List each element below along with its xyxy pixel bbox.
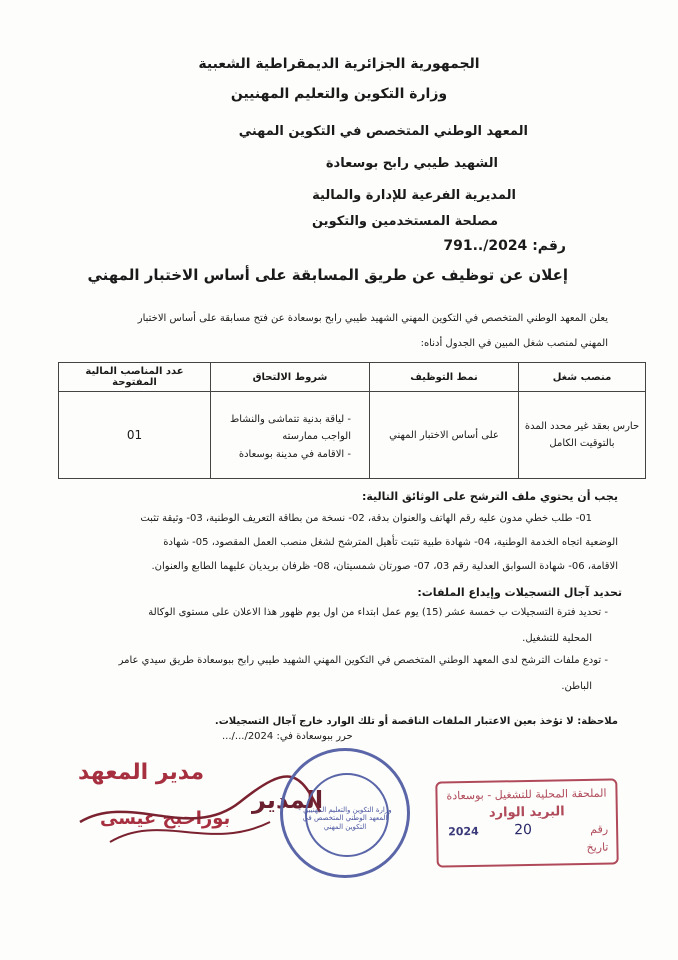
director-name: بوراحبح عيسى [100, 808, 231, 829]
header-mode: نمط التوظيف [370, 363, 519, 392]
deadline-item-1-line-1: - تحديد فترة التسجيلات ب خمسة عشر (15) يوم عمل ابتداء من اول يوم ظهور هذا الاعلان على مستوى الوكالة [148, 607, 608, 618]
positions-table [58, 362, 646, 479]
date-line: حرر ببوسعادة في: 2024/.../... [222, 731, 353, 742]
directorate-line: المديرية الفرعية للإدارة والمالية [312, 188, 516, 203]
cell-count: 01 [59, 392, 211, 479]
stamp-date-label: تاريخ [586, 840, 609, 854]
intro-line-1: يعلن المعهد الوطني المتخصص في التكوين المهني الشهيد طيبي رابح بوسعادة عن فتح مسابقة على أساس الاختبار [137, 313, 608, 324]
stamp-year: 2024 [448, 824, 479, 839]
deadline-item-1-line-2: المحلية للتشغيل. [522, 633, 592, 644]
signature-scrawl-title: المدير [252, 786, 324, 814]
incoming-mail-stamp [435, 778, 618, 867]
cell-conditions [211, 392, 370, 479]
note: ملاحظة: لا تؤخذ بعين الاعتبار الملفات الناقصة أو تلك الوارد خارج آجال التسجيلات. [214, 716, 618, 727]
table-header-row [59, 363, 646, 392]
condition-item: - الاقامة في مدينة بوسعادة [215, 449, 351, 460]
stamp-line-1: الملحقة المحلية للتشغيل - بوسعادة [446, 786, 607, 803]
announcement-title: إعلان عن توظيف عن طريق المسابقة على أساس الاختبار المهني [87, 266, 568, 284]
reference-value: 791../2024 [443, 238, 528, 254]
deadlines-heading: تحديد آجال التسجيلات وإيداع الملفات: [417, 586, 622, 599]
stamp-number-label: رقم [590, 822, 609, 836]
header-conditions: شروط الالتحاق [211, 363, 370, 392]
reference-label: رقم: [532, 238, 566, 254]
institute-line-2: الشهيد طيبي رابح بوسعادة [325, 156, 498, 171]
condition-item: - لياقة بدنية تتماشى والنشاط الواجب ممارسته [215, 411, 351, 445]
documents-line-3: الاقامة، 06- شهادة السوابق العدلية رقم 03، 07- صورتان شمسيتان، 08- ظرفان بريديان عليهما الطابع والعنوان. [151, 561, 618, 572]
republic-header: الجمهورية الجزائرية الديمقراطية الشعبية [198, 56, 480, 72]
documents-line-2: الوضعية اتجاه الخدمة الوطنية، 04- شهادة طبية تثبت تأهيل المترشح لشغل منصب العمل المقصود، 05- شهادة [163, 537, 618, 548]
table-row [59, 392, 646, 479]
reference-number [443, 238, 566, 254]
service-line: مصلحة المستخدمين والتكوين [311, 214, 498, 229]
seal-text: وزارة التكوين والتعليم المهنيين - المعهد الوطني المتخصص في التكوين المهني [298, 806, 392, 831]
documents-heading: يجب أن يحتوي ملف الترشح على الوثائق التالية: [361, 490, 618, 503]
cell-position: حارس بعقد غير محدد المدة بالتوقيت الكامل [519, 392, 646, 479]
deadline-item-2-line-1: - تودع ملفات الترشح لدى المعهد الوطني المتخصص في التكوين المهني الشهيد طيبي رابح ببوسعادة طريق سيدي عامر [118, 655, 608, 666]
documents-line-1: 01- طلب خطي مدون عليه رقم الهاتف والعنوان بدقة، 02- نسخة من بطاقة التعريف الوطنية، 03- وثيقة تثبت [140, 513, 592, 524]
stamp-day: 20 [513, 821, 533, 839]
ministry-header: وزارة التكوين والتعليم المهنيين [230, 86, 448, 102]
director-title: مدير المعهد [78, 760, 205, 785]
cell-mode: على أساس الاختبار المهني [370, 392, 519, 479]
deadline-item-2-line-2: الباطن. [561, 681, 592, 692]
header-position: منصب شغل [519, 363, 646, 392]
intro-line-2: المهني لمنصب شغل المبين في الجدول أدناه: [420, 338, 608, 349]
stamp-line-2: البريد الوارد [488, 804, 565, 821]
header-count: عدد المناصب المالية المفتوحة [59, 363, 211, 392]
institute-line-1: المعهد الوطني المتخصص في التكوين المهني [238, 124, 528, 139]
